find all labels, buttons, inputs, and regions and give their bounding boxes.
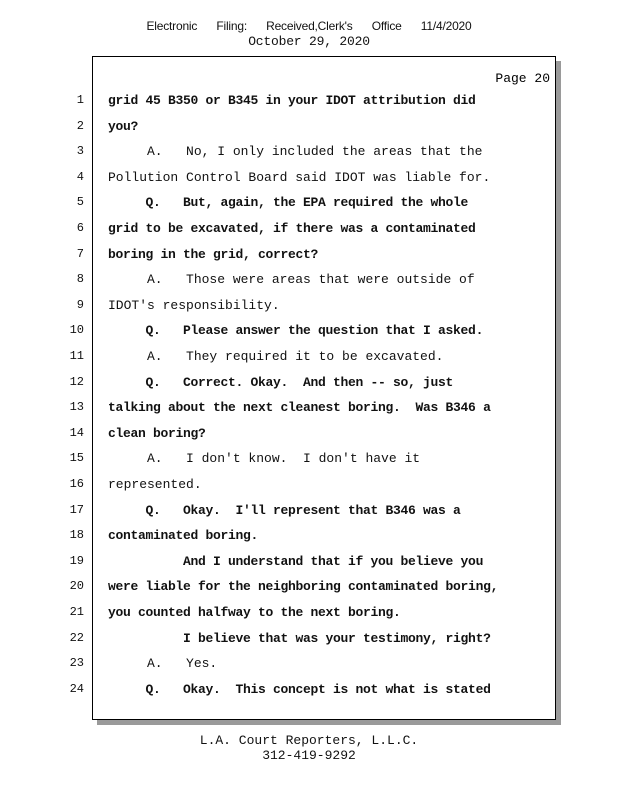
- line-number: 20: [69, 579, 84, 594]
- line-text: IDOT's responsibility.: [108, 297, 280, 313]
- transcript-line: [0, 140, 618, 166]
- transcript-line: [0, 627, 618, 653]
- line-text: represented.: [108, 477, 202, 492]
- transcript-line: [0, 473, 618, 499]
- stamp-electronic: Electronic: [146, 19, 198, 33]
- transcript-line: [0, 678, 618, 704]
- line-text: Q. Correct. Okay. And then -- so, just: [108, 374, 454, 390]
- line-text: A. No, I only included the areas that the: [108, 144, 483, 160]
- line-number: 18: [69, 528, 84, 543]
- reporter-phone: 312-419-9292: [262, 748, 356, 763]
- line-number: 11: [69, 349, 84, 363]
- line-text: clean boring?: [108, 425, 206, 441]
- transcript-line: [0, 422, 618, 448]
- line-text: Pollution Control Board said IDOT was liable for.: [108, 169, 491, 185]
- line-text: A. Yes.: [108, 656, 218, 672]
- stamp-filing: Filing:: [216, 19, 247, 33]
- line-number: 5: [76, 195, 84, 210]
- footer: [0, 733, 618, 763]
- line-number: 13: [69, 400, 84, 415]
- line-number: 17: [69, 502, 84, 517]
- line-text: boring in the grid, correct?: [108, 246, 319, 262]
- efiling-header: [0, 19, 618, 49]
- line-text: Q. Okay. This concept is not what is stated: [108, 681, 491, 697]
- transcript-line: [0, 89, 618, 115]
- line-text: were liable for the neighboring contaminated boring,: [108, 579, 499, 595]
- transcript-line: [0, 243, 618, 269]
- transcript-line: [0, 191, 618, 217]
- transcript-line: [0, 345, 618, 371]
- stamp-received: Received,Clerk's: [266, 19, 353, 33]
- line-number: 1: [76, 93, 84, 107]
- stamp-office: Office: [371, 19, 402, 33]
- line-text: Q. Please answer the question that I asked.: [108, 323, 484, 339]
- line-text: you?: [108, 118, 139, 134]
- line-number: 10: [69, 323, 84, 338]
- line-text: you counted halfway to the next boring.: [108, 605, 401, 620]
- line-number: 7: [76, 246, 84, 261]
- line-number: 2: [76, 118, 84, 133]
- transcript-line: [0, 268, 618, 294]
- line-number: 3: [76, 144, 84, 159]
- line-text: A. They required it to be excavated.: [108, 349, 444, 364]
- transcript-line: [0, 601, 618, 627]
- transcript-line: [0, 217, 618, 243]
- filing-stamp: [0, 19, 618, 33]
- line-number: 4: [76, 169, 84, 184]
- line-number: 14: [69, 425, 84, 440]
- transcript-line: [0, 652, 618, 678]
- line-number: 19: [69, 553, 84, 568]
- line-text: A. Those were areas that were outside of: [108, 272, 475, 288]
- line-text: grid to be excavated, if there was a contaminated: [108, 221, 476, 236]
- transcript-line: [0, 499, 618, 525]
- transcript-line: [0, 524, 618, 550]
- line-number: 16: [69, 477, 84, 491]
- reporter-company: L.A. Court Reporters, L.L.C.: [199, 733, 419, 748]
- line-number: 9: [76, 297, 84, 312]
- line-number: 23: [69, 656, 84, 671]
- line-number: 22: [69, 630, 84, 645]
- transcript-date: October 29, 2020: [248, 34, 370, 49]
- page-number: Page 20: [495, 71, 550, 86]
- line-number: 15: [69, 451, 84, 466]
- line-text: A. I don't know. I don't have it: [108, 451, 421, 467]
- stamp-date: 11/4/2020: [420, 19, 472, 33]
- line-number: 6: [76, 221, 84, 235]
- line-text: talking about the next cleanest boring. Was B346 a: [108, 400, 491, 416]
- line-text: contaminated boring.: [108, 528, 259, 544]
- line-number: 24: [69, 681, 84, 696]
- line-number: 21: [69, 605, 84, 619]
- transcript-line: [0, 294, 618, 320]
- line-text: grid 45 B350 or B345 in your IDOT attribution did: [108, 93, 476, 108]
- transcript-line: [0, 447, 618, 473]
- line-text: And I understand that if you believe you: [108, 553, 484, 569]
- transcript-line: [0, 115, 618, 141]
- transcript-line: [0, 575, 618, 601]
- line-text: Q. But, again, the EPA required the whole: [108, 195, 469, 211]
- line-text: Q. Okay. I'll represent that B346 was a: [108, 502, 461, 518]
- line-number: 8: [76, 272, 84, 287]
- transcript-line: [0, 371, 618, 397]
- transcript-line: [0, 396, 618, 422]
- transcript-line: [0, 319, 618, 345]
- transcript-line: [0, 550, 618, 576]
- transcript-line: [0, 166, 618, 192]
- line-number: 12: [69, 374, 84, 389]
- line-text: I believe that was your testimony, right?: [108, 630, 491, 646]
